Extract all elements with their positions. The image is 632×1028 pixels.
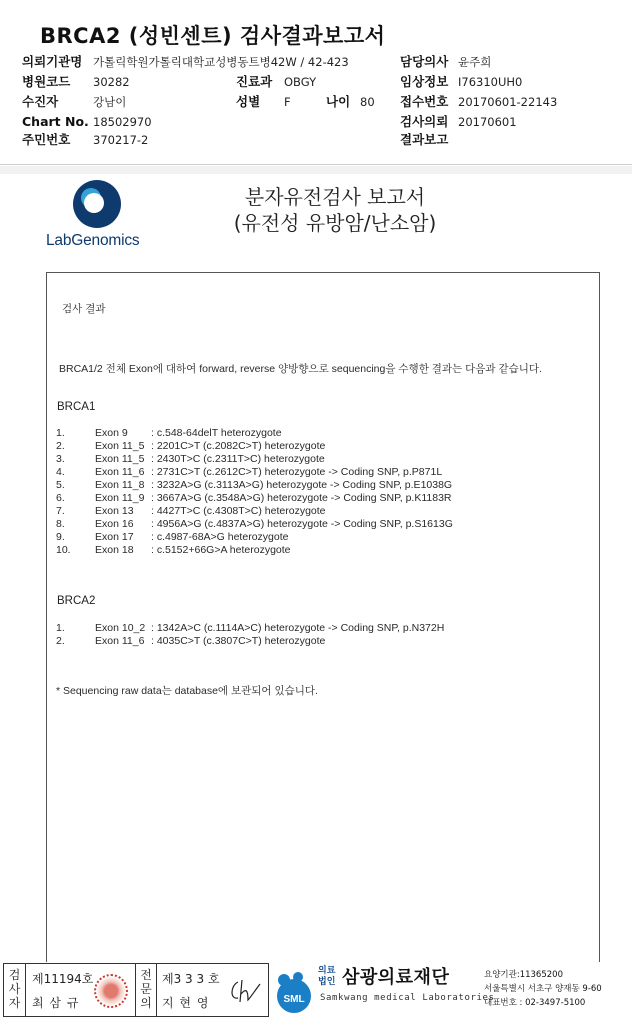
field-label: 담당의사 [400,54,449,69]
gene-name-brca2: BRCA2 [57,595,96,607]
org-phone: 대표번호 : 02-3497-5100 [484,998,586,1008]
result-heading: 검사 결과 [62,303,106,315]
field-value: 가톨릭학원가톨릭대학교성병동트병42W / 42-423 [93,55,349,69]
variant-number: 2. [56,440,65,452]
variant-description: : 4035C>T (c.3807C>T) heterozygote [151,635,326,647]
field-value: 370217-2 [93,133,149,147]
field-label: 의뢰기관명 [22,54,83,69]
scanned-report-page [0,174,632,962]
variant-exon: Exon 9 [95,427,128,439]
variant-number: 4. [56,466,65,478]
variant-number: 3. [56,453,65,465]
variant-exon: Exon 11_6 [95,635,145,647]
inspector-license-no: 제11194호 [32,972,94,986]
variant-description: : 4427T>C (c.4308T>C) heterozygote [151,505,326,517]
variant-number: 1. [56,427,65,439]
variant-description: : 4956A>G (c.4837A>G) heterozygote -> Coding SNP, p.S1613G [151,518,453,530]
variant-exon: Exon 11_8 [95,479,145,491]
field-label: Chart No. [22,114,89,129]
field-label: 나이 [326,94,351,109]
variant-number: 9. [56,531,65,543]
result-intro: BRCA1/2 전체 Exon에 대하여 forward, reverse 양방향으로 sequencing을 수행한 결과는 다음과 같습니다. [59,363,542,375]
variant-description: : c.4987-68A>G heterozygote [151,531,289,543]
report-header [0,0,632,165]
sml-logo-text: SML [283,994,305,1005]
variant-exon: Exon 18 [95,544,134,556]
result-box [46,272,600,962]
variant-description: : 2430T>C (c.2311T>C) heterozygote [151,453,325,465]
variant-exon: Exon 16 [95,518,134,530]
variant-exon: Exon 10_2 [95,622,146,634]
variant-number: 8. [56,518,65,530]
field-value: I76310UH0 [458,75,523,89]
field-label: 접수번호 [400,94,449,109]
field-value: 18502970 [93,115,152,129]
gene-name-brca1: BRCA1 [57,401,96,413]
variant-description: : 2731C>T (c.2612C>T) heterozygote -> Coding SNP, p.P871L [151,466,443,478]
field-value: OBGY [284,75,317,89]
variant-description: : 3667A>G (c.3548A>G) heterozygote -> Coding SNP, p.K1183R [151,492,452,504]
inspector-label: 검사자 [4,964,26,1016]
field-label: 성별 [236,94,261,109]
signature-box [3,963,269,1017]
sml-logo-icon [272,972,316,1016]
variant-exon: Exon 11_5 [95,440,145,452]
logo-inner-circle [84,193,104,213]
variant-exon: Exon 11_6 [95,466,145,478]
variant-number: 5. [56,479,65,491]
reviewer-license-no: 제3 3 3 호 [162,972,220,986]
field-value: F [284,95,291,109]
org-address: 서울특별시 서초구 양재동 9-60 [484,984,602,994]
variant-exon: Exon 17 [95,531,134,543]
page-separator [0,166,632,174]
report-title-line2: (유전성 유방암/난소암) [233,211,437,235]
field-label: 수진자 [22,94,59,109]
variant-number: 1. [56,622,65,634]
variant-exon: Exon 11_5 [95,453,145,465]
variant-number: 7. [56,505,65,517]
field-value: 30282 [93,75,130,89]
report-title-line1: 분자유전검사 보고서 [244,185,426,209]
field-label: 병원코드 [22,74,71,89]
report-footer [0,962,632,1028]
field-label: 결과보고 [400,132,449,147]
reviewer-label: 전문의 [135,964,157,1016]
org-facility-code: 요양기관:11365200 [484,970,563,980]
variant-description: : 1342A>C (c.1114A>C) heterozygote -> Coding SNP, p.N372H [151,622,445,634]
field-value: 강남이 [93,95,127,109]
result-note: * Sequencing raw data는 database에 보관되어 있습니다. [56,685,318,697]
field-label: 검사의뢰 [400,114,449,129]
report-title [200,184,470,236]
handwritten-signature-icon [226,976,264,1006]
variant-description: : 2201C>T (c.2082C>T) heterozygote [151,440,326,452]
org-name: 삼광의료재단 [342,967,450,988]
variant-description: : c.5152+66G>A heterozygote [151,544,291,556]
variant-exon: Exon 11_9 [95,492,145,504]
variant-description: : 3232A>G (c.3113A>G) heterozygote -> Coding SNP, p.E1038G [151,479,453,491]
field-value: 20170601-22143 [458,95,558,109]
seal-stamp-icon [94,974,128,1008]
variant-number: 6. [56,492,65,504]
field-value: 80 [360,95,375,109]
field-value: 20170601 [458,115,517,129]
labgenomics-logo-text: LabGenomics [46,232,140,249]
inspector-name: 최 삼 규 [32,996,80,1010]
org-english-name: Samkwang medical Laboratories [320,993,495,1003]
field-label: 주민번호 [22,132,71,147]
variant-number: 2. [56,635,65,647]
variant-exon: Exon 13 [95,505,134,517]
variant-number: 10. [56,544,71,556]
field-label: 임상정보 [400,74,449,89]
labgenomics-logo [46,180,151,250]
document-title: BRCA2 (성빈센트) 검사결과보고서 [40,24,386,48]
variant-description: : c.548-64delT heterozygote [151,427,282,439]
field-value: 윤주희 [458,55,492,69]
org-prefix: 의료법인 [318,966,336,987]
reviewer-name: 지 현 영 [162,996,210,1010]
field-label: 진료과 [236,74,273,89]
